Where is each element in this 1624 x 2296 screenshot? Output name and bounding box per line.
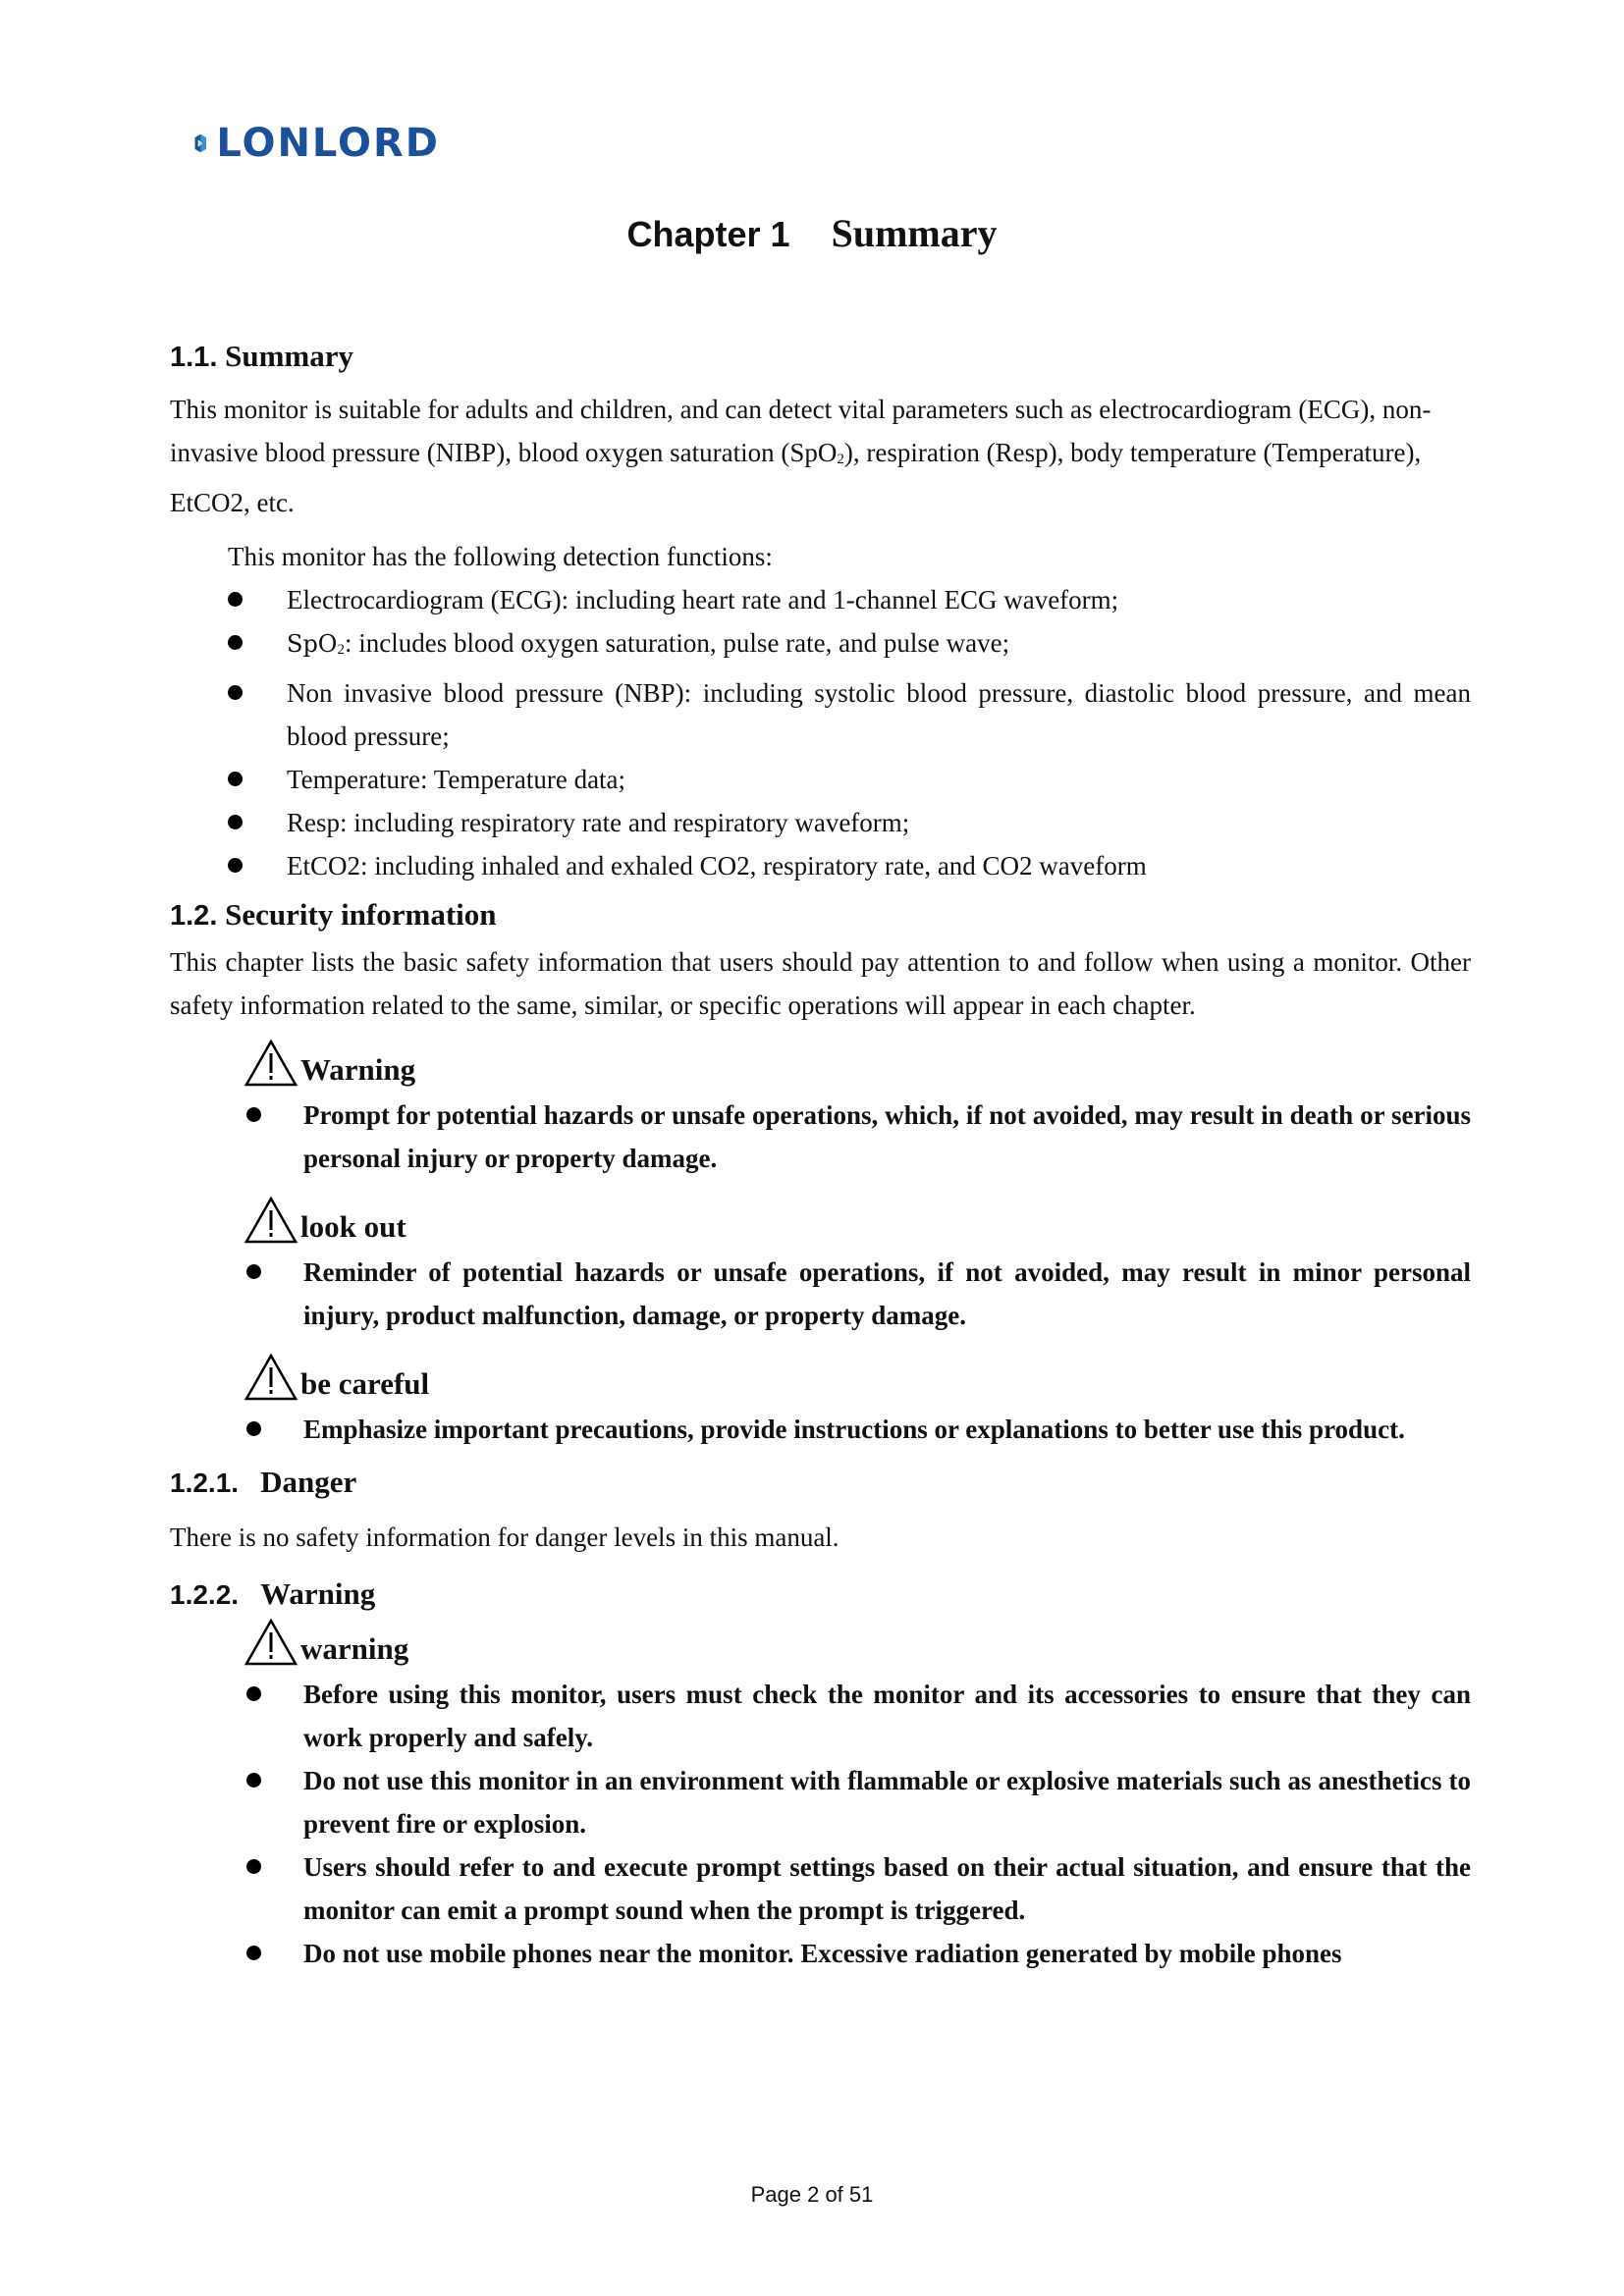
warning-triangle-icon xyxy=(244,1039,298,1088)
list-item: SpO2: includes blood oxygen saturation, pulse rate, and pulse wave; xyxy=(170,621,1471,671)
list-item: EtCO2: including inhaled and exhaled CO2, respiratory rate, and CO2 waveform xyxy=(170,844,1471,887)
bullet-icon xyxy=(228,685,243,700)
list-item: Temperature: Temperature data; xyxy=(170,758,1471,801)
bullet-icon xyxy=(246,1859,261,1874)
section-heading-1-2-1: 1.2.1. Danger xyxy=(170,1465,357,1499)
list-item: Before using this monitor, users must check the monitor and its accessories to ensure that they can work properly and safely. xyxy=(170,1673,1471,1759)
chapter-title xyxy=(0,210,1624,256)
summary-intro: This monitor is suitable for adults and children, and can detect vital parameters such as electrocardiogram (ECG), non-invasive blood pressure (NIBP), blood oxygen saturation (SpO2), respiration (Resp), body temperature (Temperature), EtCO2, etc. xyxy=(170,395,1432,517)
notice-warning: Warning xyxy=(244,1035,1471,1088)
notice-warning-list xyxy=(170,1094,1471,1180)
list-item: Reminder of potential hazards or unsafe operations, if not avoided, may result in minor personal injury, product malfunction, damage, or property damage. xyxy=(170,1251,1471,1337)
list-item: Resp: including respiratory rate and respiratory waveform; xyxy=(170,801,1471,844)
section-heading-1-2-2: 1.2.2. Warning xyxy=(170,1576,376,1611)
bullet-icon xyxy=(228,815,243,829)
chapter-title-text: Summary xyxy=(831,211,998,255)
bullet-icon xyxy=(228,592,243,607)
logo-text: LONLORD xyxy=(216,121,440,166)
functions-intro: This monitor has the following detection functions: xyxy=(228,542,773,571)
lonlord-logo-icon xyxy=(194,108,206,179)
list-item: Non invasive blood pressure (NBP): including systolic blood pressure, diastolic blood pressure, and mean blood pressure; xyxy=(170,671,1471,758)
list-item: Do not use mobile phones near the monitor. Excessive radiation generated by mobile phones xyxy=(170,1932,1471,1975)
bullet-icon xyxy=(228,858,243,873)
section-heading-1-1: 1.1. Summary xyxy=(170,339,354,373)
bullet-icon xyxy=(246,1421,261,1436)
list-item: Do not use this monitor in an environment with flammable or explosive materials such as anesthetics to prevent fire or explosion. xyxy=(170,1759,1471,1845)
notice-look-out: look out xyxy=(244,1192,1471,1245)
warning-triangle-icon xyxy=(244,1353,298,1402)
list-item: Electrocardiogram (ECG): including heart rate and 1-channel ECG waveform; xyxy=(170,578,1471,621)
bullet-icon xyxy=(246,1946,261,1960)
bullet-icon xyxy=(246,1264,261,1279)
notice-be-careful: be careful xyxy=(244,1349,1471,1402)
security-info-body: This chapter lists the basic safety information that users should pay attention to and follow when using a monitor. Other safety information related to the same, similar, or specific operations will appear in each chapter. xyxy=(170,947,1471,1020)
company-logo xyxy=(194,104,440,183)
warning-items-list xyxy=(170,1673,1471,1975)
bullet-icon xyxy=(228,772,243,786)
functions-list xyxy=(170,578,1471,887)
notice-be-careful-list xyxy=(170,1408,1471,1451)
bullet-icon xyxy=(246,1686,261,1701)
notice-look-out-list xyxy=(170,1251,1471,1337)
list-item: Prompt for potential hazards or unsafe operations, which, if not avoided, may result in death or serious personal injury or property damage. xyxy=(170,1094,1471,1180)
notice-warning-2: warning xyxy=(244,1614,1471,1667)
list-item: Users should refer to and execute prompt settings based on their actual situation, and ensure that the monitor can emit a prompt sound when the prompt is triggered. xyxy=(170,1845,1471,1932)
bullet-icon xyxy=(246,1107,261,1122)
warning-triangle-icon xyxy=(244,1196,298,1245)
list-item: Emphasize important precautions, provide instructions or explanations to better use this product. xyxy=(170,1408,1471,1451)
page-content xyxy=(170,339,1471,1975)
bullet-icon xyxy=(228,635,243,650)
section-heading-1-2: 1.2. Security information xyxy=(170,897,497,932)
chapter-number: Chapter 1 xyxy=(626,214,790,254)
warning-triangle-icon xyxy=(244,1618,298,1667)
danger-body: There is no safety information for danger levels in this manual. xyxy=(170,1522,839,1552)
bullet-icon xyxy=(246,1773,261,1788)
page-number: Page 2 of 51 xyxy=(750,2182,874,2207)
